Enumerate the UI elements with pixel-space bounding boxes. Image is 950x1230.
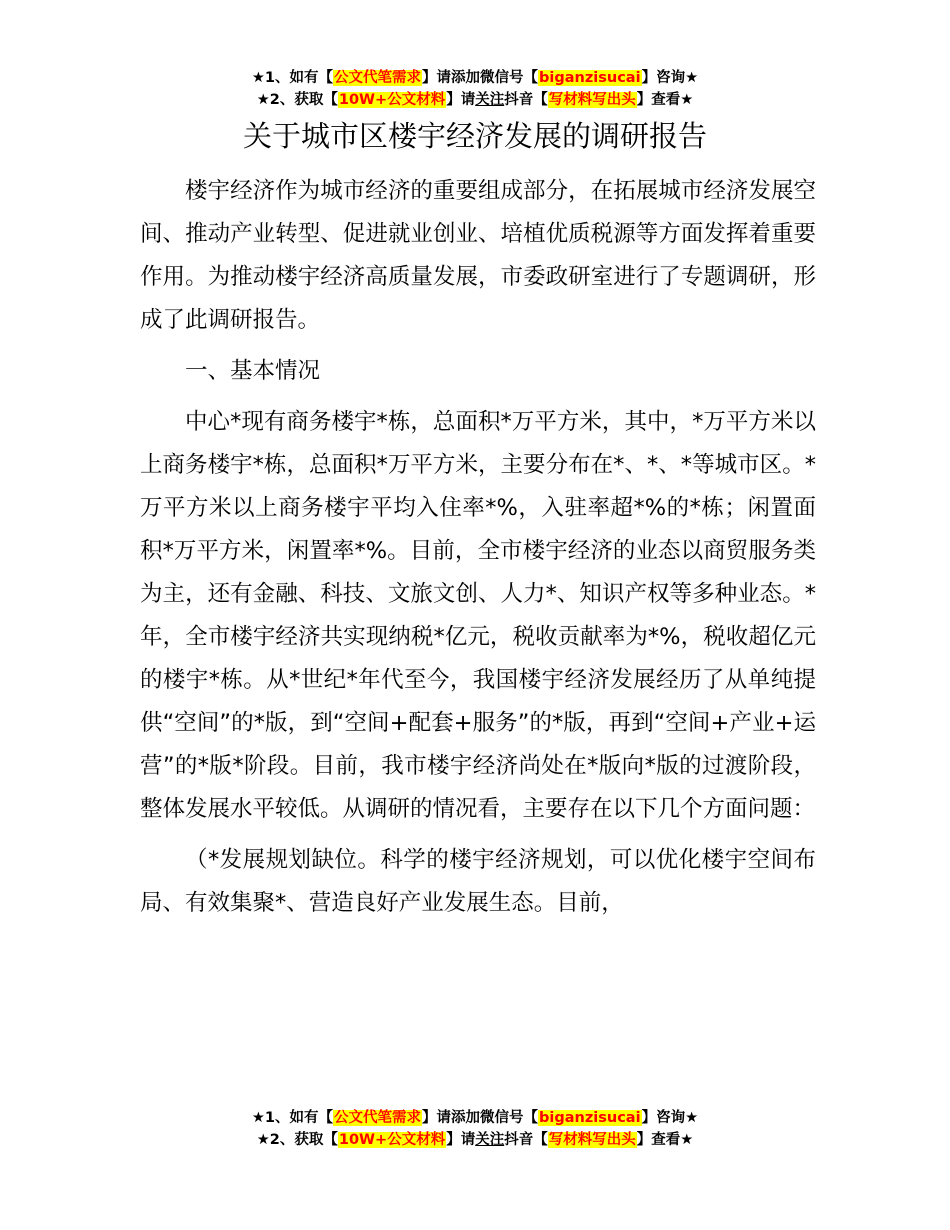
paragraph-problem-1: （*发展规划缺位。科学的楼宇经济规划，可以优化楼宇空间布局、有效集聚*、营造良好产业发展生态。目前， [140, 847, 816, 916]
banner-highlight-douyin: 写材料写出头 [548, 1132, 636, 1148]
document-body [140, 170, 816, 933]
header-banner [0, 67, 950, 111]
banner-text: ★2、获取【 [256, 92, 338, 108]
banner-text: 】请添加微信号【 [422, 1110, 539, 1126]
section-heading: 一、基本情况 [185, 358, 321, 384]
banner-underlined-text: 关注 [475, 92, 505, 108]
banner-line-2 [0, 1129, 950, 1151]
banner-highlight: 10W+公文材料 [338, 1132, 446, 1148]
footer-banner [0, 1107, 950, 1151]
banner-highlight-douyin: 写材料写出头 [548, 92, 636, 108]
banner-highlight: 10W+公文材料 [338, 92, 446, 108]
banner-text: 抖音【 [504, 1132, 548, 1148]
banner-text: 】请 [446, 92, 476, 108]
banner-text: 】请添加微信号【 [422, 70, 539, 86]
banner-line-1 [0, 1107, 950, 1129]
banner-text: 】请 [446, 1132, 476, 1148]
banner-text: ★1、如有【 [251, 70, 334, 86]
banner-highlight: 公文代笔需求 [334, 1110, 422, 1126]
banner-text: 抖音【 [504, 92, 548, 108]
banner-underlined-text: 关注 [475, 1132, 505, 1148]
banner-line-2 [0, 89, 950, 111]
paragraph-basic-situation: 中心*现有商务楼宇*栋，总面积*万平方米，其中，*万平方米以上商务楼宇*栋，总面积*万平方米，主要分布在*、*、*等城市区。*万平方米以上商务楼宇平均入住率*%，入驻率超*%的*栋；闲置面积*万平方米，闲置率*%。目前，全市楼宇经济的业态以商贸服务类为主，还有金融、科技、文旅文创、人力*、知识产权等多种业态。*年，全市楼宇经济共实现纳税*亿元，税收贡献率为*%，税收超亿元的楼宇*栋。从*世纪*年代至今，我国楼宇经济发展经历了从单纯提供“空间”的*版，到“空间+配套+服务”的*版，再到“空间+产业+运营”的*版*阶段。目前，我市楼宇经济尚处在*版向*版的过渡阶段，整体发展水平较低。从调研的情况看，主要存在以下几个方面问题： [140, 409, 816, 822]
banner-highlight-wechat-id: biganzisucai [539, 70, 641, 86]
banner-highlight: 公文代笔需求 [334, 70, 422, 86]
document-title: 关于城市区楼宇经济发展的调研报告 [242, 119, 707, 153]
banner-text: ★2、获取【 [256, 1132, 338, 1148]
banner-text: ★1、如有【 [251, 1110, 334, 1126]
banner-text: 】查看★ [636, 1132, 694, 1148]
banner-highlight-wechat-id: biganzisucai [539, 1110, 641, 1126]
paragraph-intro: 楼宇经济作为城市经济的重要组成部分，在拓展城市经济发展空间、推动产业转型、促进就业创业、培植优质税源等方面发挥着重要作用。为推动楼宇经济高质量发展，市委政研室进行了专题调研，形成了此调研报告。 [140, 178, 816, 333]
banner-line-1 [0, 67, 950, 89]
banner-text: 】咨询★ [641, 70, 699, 86]
banner-text: 】查看★ [636, 92, 694, 108]
banner-text: 】咨询★ [641, 1110, 699, 1126]
